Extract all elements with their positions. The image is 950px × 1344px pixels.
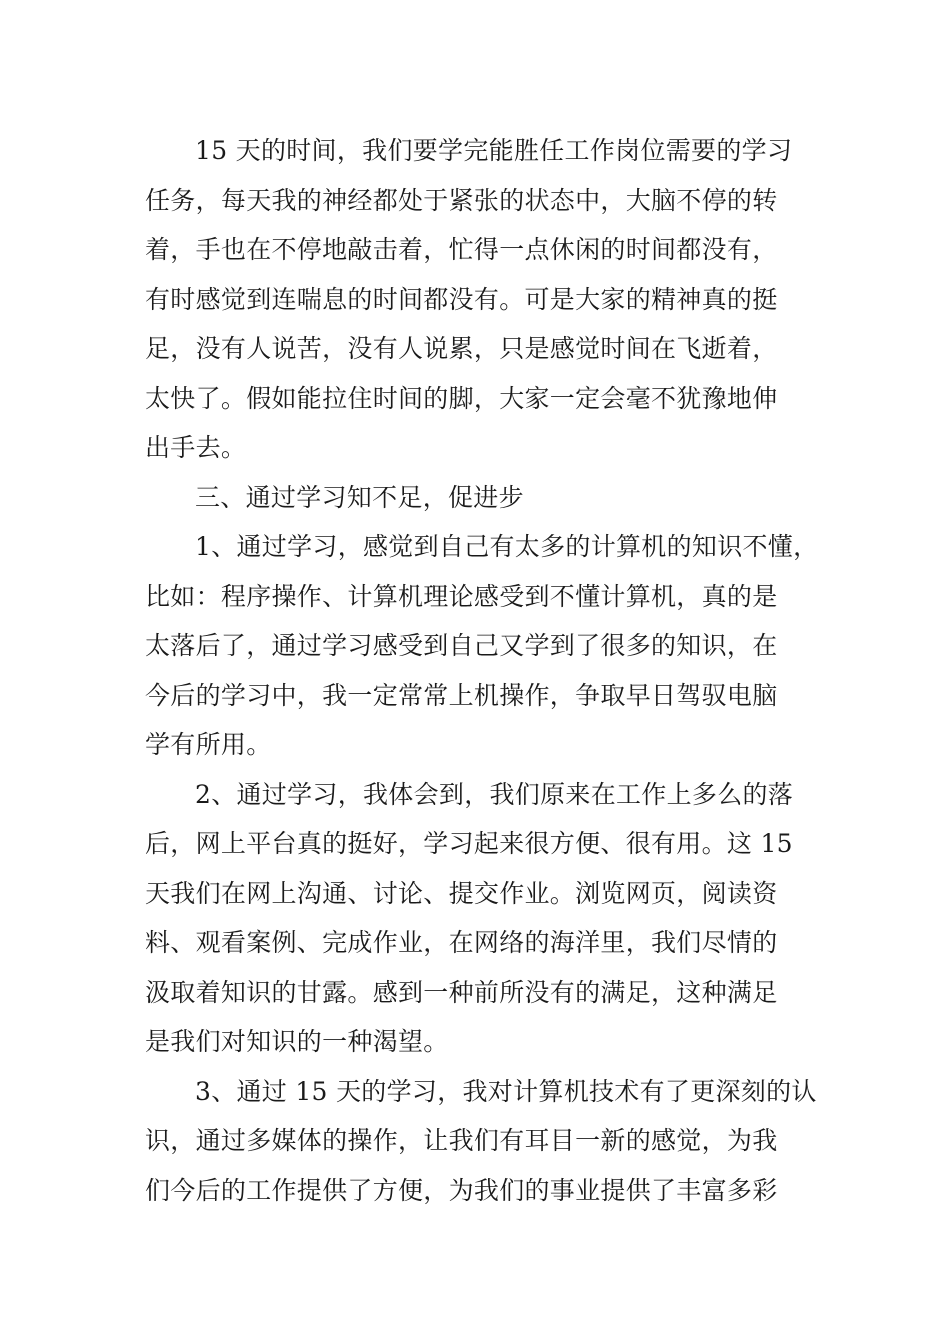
text-line: 出手去。 [145, 433, 247, 462]
text-line: 汲取着知识的甘露。感到一种前所没有的满足，这种满足 [145, 978, 778, 1007]
text-line: 太快了。假如能拉住时间的脚，大家一定会毫不犹豫地伸 [145, 384, 778, 413]
text-line: 任务，每天我的神经都处于紧张的状态中，大脑不停的转 [145, 186, 778, 215]
text-line: 今后的学习中，我一定常常上机操作，争取早日驾驭电脑 [145, 681, 778, 710]
text-line: 有时感觉到连喘息的时间都没有。可是大家的精神真的挺 [145, 285, 778, 314]
text-line: 天我们在网上沟通、讨论、提交作业。浏览网页，阅读资 [145, 879, 778, 908]
text-line: 是我们对知识的一种渴望。 [145, 1027, 449, 1056]
text-line: 后，网上平台真的挺好，学习起来很方便、很有用。这 15 [145, 829, 793, 858]
text-line: 足，没有人说苦，没有人说累，只是感觉时间在飞逝着， [145, 334, 778, 363]
text-line: 2、通过学习，我体会到，我们原来在工作上多么的落 [195, 780, 794, 809]
section-heading: 三、通过学习知不足，促进步 [195, 483, 524, 512]
text-line: 们今后的工作提供了方便，为我们的事业提供了丰富多彩 [145, 1176, 778, 1205]
text-line: 太落后了，通过学习感受到自己又学到了很多的知识，在 [145, 631, 778, 660]
text-line: 识，通过多媒体的操作，让我们有耳目一新的感觉，为我 [145, 1126, 778, 1155]
text-line: 比如：程序操作、计算机理论感受到不懂计算机，真的是 [145, 582, 778, 611]
text-line: 着，手也在不停地敲击着，忙得一点休闲的时间都没有， [145, 235, 778, 264]
text-line: 15 天的时间，我们要学完能胜任工作岗位需要的学习 [195, 136, 793, 165]
text-line: 料、观看案例、完成作业，在网络的海洋里，我们尽情的 [145, 928, 778, 957]
text-line: 1、通过学习，感觉到自己有太多的计算机的知识不懂， [195, 532, 819, 561]
text-line: 3、通过 15 天的学习，我对计算机技术有了更深刻的认 [195, 1077, 817, 1106]
text-line: 学有所用。 [145, 730, 272, 759]
